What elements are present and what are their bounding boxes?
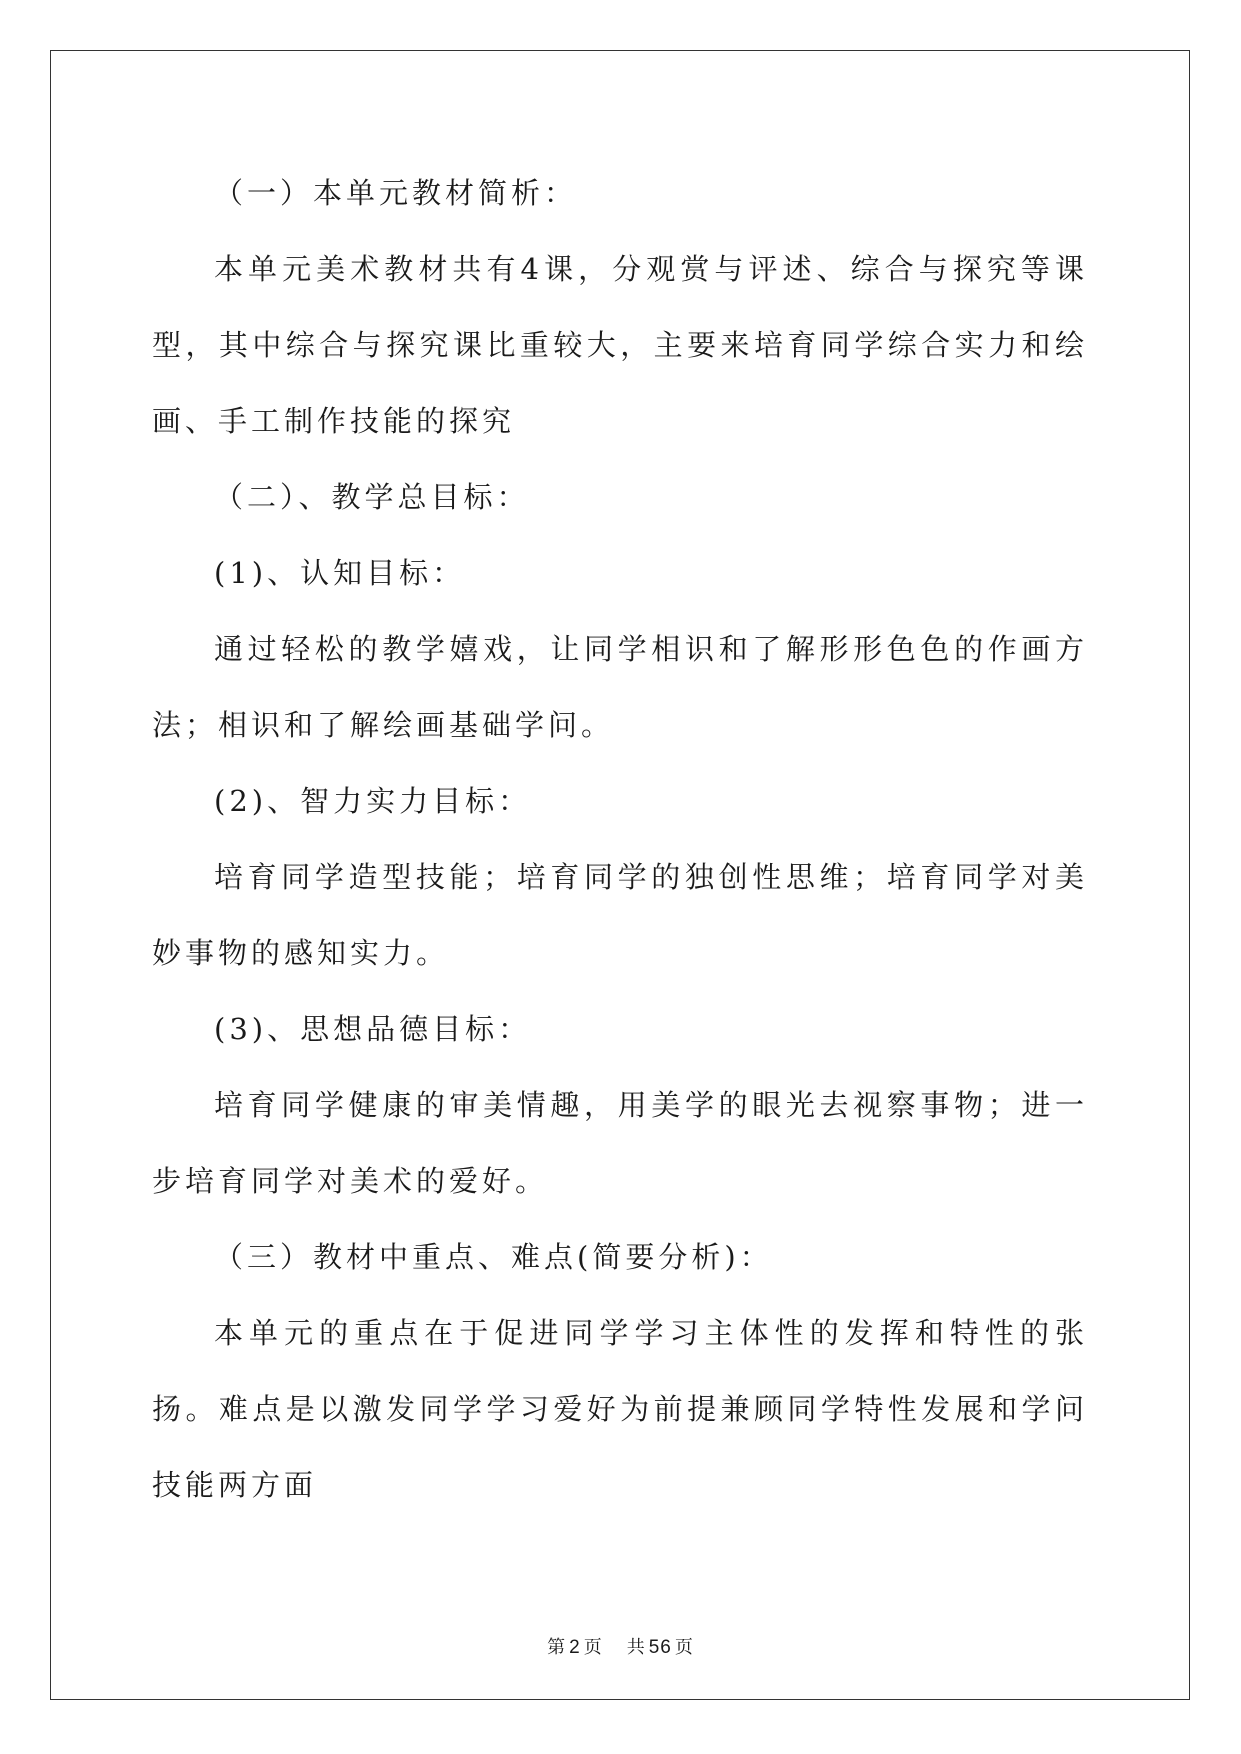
document-body bbox=[152, 155, 1088, 1523]
subheading-moral-goal: (3)、思想品德目标： bbox=[214, 1012, 532, 1046]
page-suffix: 页 bbox=[583, 1637, 603, 1658]
paragraph-material-analysis: 本单元美术教材共有4课，分观赏与评述、综合与探究等课型，其中综合与探究课比重较大，主要来培育同学综合实力和绘画、手工制作技能的探究 bbox=[152, 252, 1088, 438]
page-footer bbox=[0, 1633, 1241, 1659]
total-pages: 56 bbox=[648, 1637, 672, 1658]
total-suffix: 页 bbox=[674, 1637, 694, 1658]
page-prefix: 第 bbox=[547, 1637, 567, 1658]
paragraph-key-points: 本单元的重点在于促进同学学习主体性的发挥和特性的张扬。难点是以激发同学学习爱好为前提兼顾同学特性发展和学问技能两方面 bbox=[152, 1316, 1088, 1502]
paragraph-cognitive-goal: 通过轻松的教学嬉戏，让同学相识和了解形形色色的作画方法；相识和了解绘画基础学问。 bbox=[152, 632, 1088, 742]
section-heading-2: （二）、教学总目标： bbox=[214, 480, 530, 514]
total-prefix: 共 bbox=[626, 1637, 646, 1658]
subheading-cognitive-goal: (1)、认知目标： bbox=[214, 556, 466, 590]
subheading-ability-goal: (2)、智力实力目标： bbox=[214, 784, 532, 818]
page-number: 2 bbox=[569, 1637, 581, 1658]
paragraph-moral-goal: 培育同学健康的审美情趣，用美学的眼光去视察事物；进一步培育同学对美术的爱好。 bbox=[152, 1088, 1088, 1198]
section-heading-3: （三）教材中重点、难点(简要分析)： bbox=[214, 1240, 773, 1274]
paragraph-ability-goal: 培育同学造型技能；培育同学的独创性思维；培育同学对美妙事物的感知实力。 bbox=[152, 860, 1088, 970]
section-heading-1: （一）本单元教材简析： bbox=[214, 176, 578, 210]
